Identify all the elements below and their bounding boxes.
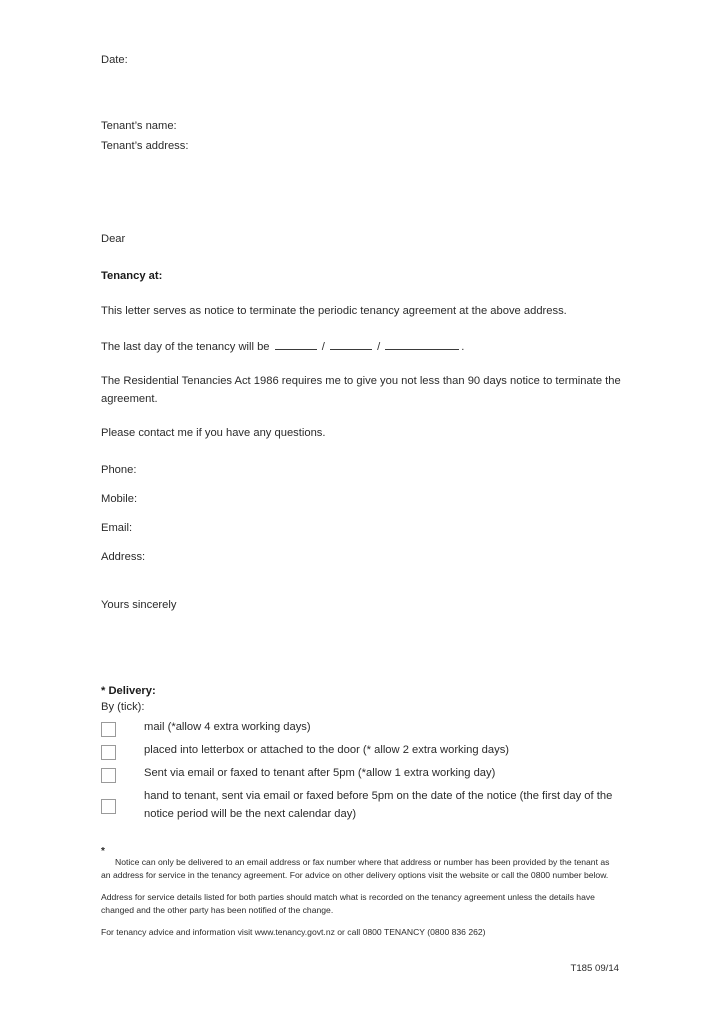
last-day-day-blank[interactable] [275,338,317,350]
date-label: Date: [101,54,128,66]
delivery-subtitle: By (tick): [101,701,145,713]
act-paragraph: The Residential Tenancies Act 1986 requires me to give you not less than 90 days notice to terminate the agreement. [101,375,621,405]
delivery-title: * Delivery: [101,685,156,697]
checkbox-icon[interactable] [101,722,116,737]
last-day-year-blank[interactable] [385,338,459,350]
mobile-label: Mobile: [101,492,138,505]
checkbox-icon[interactable] [101,745,116,760]
footnote-advice-note: For tenancy advice and information visit www.tenancy.govt.nz or call 0800 TENANCY (0800 836 262) [101,927,486,938]
last-day-line [101,338,621,357]
email-label: Email: [101,521,133,534]
footnotes-section [101,848,617,939]
delivery-option-mail[interactable] [101,719,631,737]
last-day-prefix: The last day of the tenancy will be [101,340,270,353]
delivery-options [101,719,631,823]
phone-label: Phone: [101,463,137,476]
letter-body [101,50,621,615]
notice-paragraph: This letter serves as notice to terminate the periodic tenancy agreement at the above address. [101,305,567,317]
footnote-asterisk: * [101,846,105,857]
tenancy-at-label: Tenancy at: [101,270,163,282]
checkbox-icon[interactable] [101,768,116,783]
footnote-address-note: Address for service details listed for both parties should match what is recorded on the tenancy agreement unless the details have changed and the other party has been notified of the change. [101,892,595,915]
delivery-section [101,683,631,828]
footnote-delivery-note: Notice can only be delivered to an email address or fax number where that address or number has been provided by the tenant as an address for service in the tenancy agreement. For advice on other delivery options visit the website or call the 0800 number below. [101,857,610,880]
last-day-separator-2: / [377,340,381,353]
tenant-address-label: Tenant’s address: [101,140,189,152]
salutation: Dear [101,233,126,245]
last-day-suffix: . [461,340,465,353]
delivery-option-label: placed into letterbox or attached to the door (* allow 2 extra working days) [144,744,510,756]
delivery-option-email-after-5pm[interactable] [101,765,631,783]
contact-paragraph: Please contact me if you have any questions. [101,427,326,439]
address-label: Address: [101,550,146,563]
delivery-option-label: hand to tenant, sent via email or faxed before 5pm on the date of the notice (the first day of the notice period will be the next calendar day) [144,790,613,820]
signoff: Yours sincerely [101,598,177,611]
delivery-option-label: mail (*allow 4 extra working days) [144,721,311,733]
delivery-option-letterbox[interactable] [101,742,631,760]
last-day-month-blank[interactable] [330,338,372,350]
delivery-option-label: Sent via email or faxed to tenant after 5pm (*allow 1 extra working day) [144,767,496,779]
checkbox-icon[interactable] [101,799,116,814]
delivery-option-hand-delivery[interactable] [101,788,631,823]
last-day-separator-1: / [321,340,325,353]
form-code: T185 09/14 [570,963,619,974]
tenant-name-label: Tenant’s name: [101,120,177,132]
